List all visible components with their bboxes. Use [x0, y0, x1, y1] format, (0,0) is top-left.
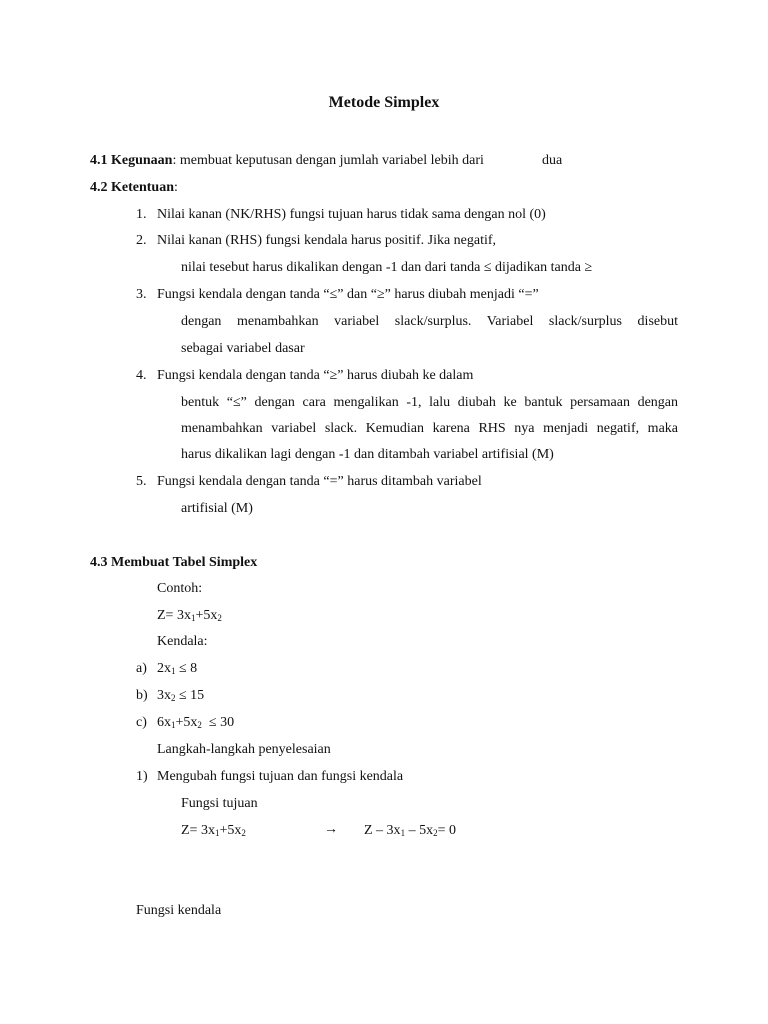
list-number: 3.	[136, 287, 147, 302]
equation-part: +5x	[175, 715, 198, 730]
subscript: 1	[171, 666, 176, 676]
equation-part: 6x	[157, 715, 171, 730]
constraint-label: c)	[136, 715, 147, 730]
section-heading: 4.2 Ketentuan	[90, 180, 174, 195]
list-number: 4.	[136, 368, 147, 383]
subscript: 2	[217, 613, 222, 623]
constraint-c	[157, 714, 234, 732]
equation-part: Z= 3x	[181, 823, 215, 838]
objective-label: Fungsi tujuan	[181, 796, 258, 811]
equation-part: ≤ 8	[175, 661, 198, 676]
heading-colon: :	[174, 180, 178, 195]
list-item-text: bentuk “≤” dengan cara mengalikan -1, lalu diubah ke bantuk persamaan dengan	[181, 395, 678, 410]
example-label: Contoh:	[157, 581, 203, 596]
equation-part: ≤ 15	[175, 688, 205, 703]
subscript: 2	[171, 693, 176, 703]
list-item-text: Fungsi kendala dengan tanda “≥” harus diubah ke dalam	[157, 368, 474, 383]
list-item-text: menambahkan variabel slack. Kemudian karena RHS nya menjadi negatif, maka	[181, 421, 678, 436]
section-heading: 4.1 Kegunaan	[90, 153, 173, 168]
constraint-label: a)	[136, 661, 147, 676]
list-item-text: nilai tesebut harus dikalikan dengan -1 dan dari tanda ≤ dijadikan tanda ≥	[181, 260, 593, 275]
arrow-right-icon: →	[324, 822, 338, 837]
section-4-1	[90, 152, 484, 170]
equation-part: +5x	[195, 608, 218, 623]
subscript: 1	[190, 613, 196, 623]
step-number: 1)	[136, 769, 148, 784]
list-item-text: dengan menambahkan variabel slack/surplus. Variabel slack/surplus disebut	[181, 314, 678, 329]
section-4-2	[90, 179, 178, 197]
list-item-text: Fungsi kendala dengan tanda “=” harus ditambah variabel	[157, 474, 482, 489]
equation-part: – 5x	[405, 823, 434, 838]
list-number: 5.	[136, 474, 147, 489]
equation-part: +5x	[219, 823, 242, 838]
subscript: 2	[197, 720, 202, 730]
objective-function	[157, 607, 222, 625]
list-item-text: Nilai kanan (RHS) fungsi kendala harus positif. Jika negatif,	[157, 233, 497, 248]
equation-part: Z – 3x	[364, 823, 401, 838]
subscript: 1	[171, 720, 176, 730]
section-text-tail: dua	[542, 153, 563, 168]
constraint-label: b)	[136, 688, 148, 703]
equation-part: = 0	[437, 823, 456, 838]
constraint-b	[157, 687, 204, 705]
equation-part: ≤ 30	[201, 715, 235, 730]
constraint-function-label: Fungsi kendala	[136, 903, 222, 918]
list-item-text: Fungsi kendala dengan tanda “≤” dan “≥” harus diubah menjadi “=”	[157, 287, 539, 302]
objective-function-left	[181, 822, 246, 840]
subscript: 1	[400, 828, 406, 838]
step-text: Mengubah fungsi tujuan dan fungsi kendala	[157, 769, 404, 784]
list-item-text: sebagai variabel dasar	[181, 341, 305, 356]
subscript: 2	[433, 828, 438, 838]
equation-part: Z= 3x	[157, 608, 191, 623]
subscript: 2	[241, 828, 246, 838]
section-heading-4-3: 4.3 Membuat Tabel Simplex	[90, 555, 258, 570]
list-item-text: artifisial (M)	[181, 501, 253, 516]
objective-function-right	[364, 822, 456, 840]
constraints-label: Kendala:	[157, 634, 208, 649]
list-item-text: Nilai kanan (NK/RHS) fungsi tujuan harus tidak sama dengan nol (0)	[157, 207, 546, 222]
section-text: : membuat keputusan dengan jumlah variabel lebih dari	[172, 153, 484, 168]
list-number: 1.	[136, 207, 147, 222]
list-number: 2.	[136, 233, 147, 248]
constraint-a	[157, 660, 197, 678]
steps-label: Langkah-langkah penyelesaian	[157, 742, 331, 757]
equation-part: 2x	[157, 661, 171, 676]
list-item-text: harus dikalikan lagi dengan -1 dan ditambah variabel artifisial (M)	[181, 447, 554, 462]
subscript: 1	[214, 828, 220, 838]
page-title: Metode Simplex	[328, 94, 440, 111]
equation-part: 3x	[157, 688, 171, 703]
